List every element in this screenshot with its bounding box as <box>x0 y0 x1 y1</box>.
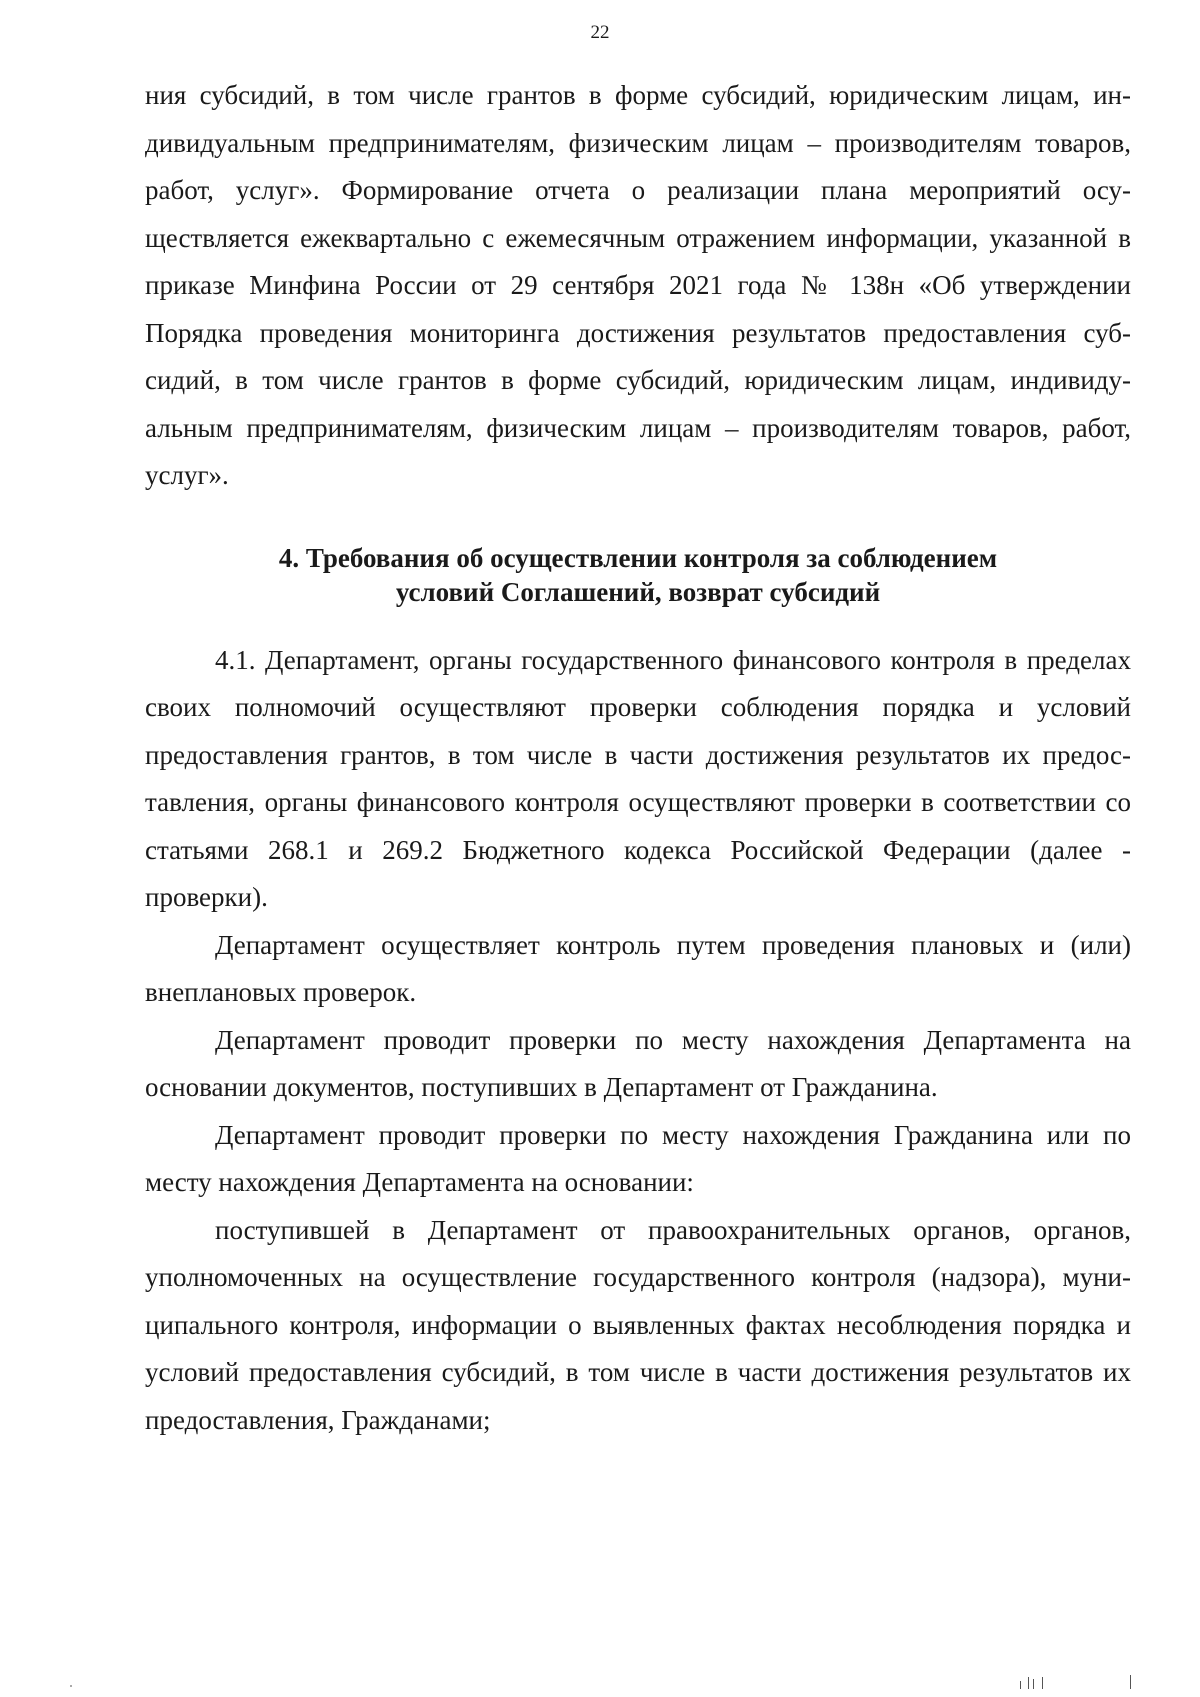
section-heading-line-2: условий Соглашений, возврат субсидий <box>395 576 881 607</box>
paragraph-inspection-department: Департамент проводит проверки по месту нахождения Департамента на основании документов, поступивших в Департамент от Гражданина. <box>145 1024 1131 1102</box>
paragraph-grounds: поступившей в Департамент от правоохранительных органов, органов, уполномоченных на осуществление государственного контроля (надзора), муниципального контроля, информации о выявленных фактах несоблюдения порядка и условий предоставления субсидий, в том числе в части достижения результатов их предоставления, Гражданами; <box>145 1214 1131 1435</box>
paragraph-inspection-location: Департамент проводит проверки по месту нахождения Гражданина или по месту нахождения Департамента на основании: <box>145 1119 1131 1197</box>
paragraph-continuation: ния субсидий, в том числе грантов в форме субсидий, юридическим лицам, индивидуальным предпринимателям, физическим лицам – производителям товаров, работ, услуг». Формирование отчета о реализации плана мероприятий осуществляется ежеквартально с ежемесячным отражением информации, указанной в приказе Минфина России от 29 сентября 2021 года № 138н «Об утверждении Порядка проведения мониторинга достижения результатов предоставления субсидий, в том числе грантов в форме субсидий, юридическим лицам, индивидуальным предпринимателям, физическим лицам – производителям товаров, работ, услуг». <box>145 80 1131 490</box>
paragraph-control: Департамент осуществляет контроль путем проведения плановых и (или) внеплановых проверок. <box>145 929 1131 1007</box>
page-number: 22 <box>590 22 610 43</box>
scan-artifact-dot <box>70 1685 72 1687</box>
scan-artifact-marks <box>1020 1675 1140 1689</box>
section-heading-line-1: 4. Требования об осуществлении контроля за соблюдением <box>278 542 998 573</box>
document-body <box>145 72 1131 1444</box>
section-heading <box>145 541 1131 609</box>
paragraph-4-1: 4.1. Департамент, органы государственного финансового контроля в пределах своих полномочий осуществляют проверки соблюдения порядка и условий предоставления грантов, в том числе в части достижения результатов их предоставления, органы финансового контроля осуществляют проверки в соответствии со статьями 268.1 и 269.2 Бюджетного кодекса Российской Федерации (далее - проверки). <box>145 644 1131 912</box>
